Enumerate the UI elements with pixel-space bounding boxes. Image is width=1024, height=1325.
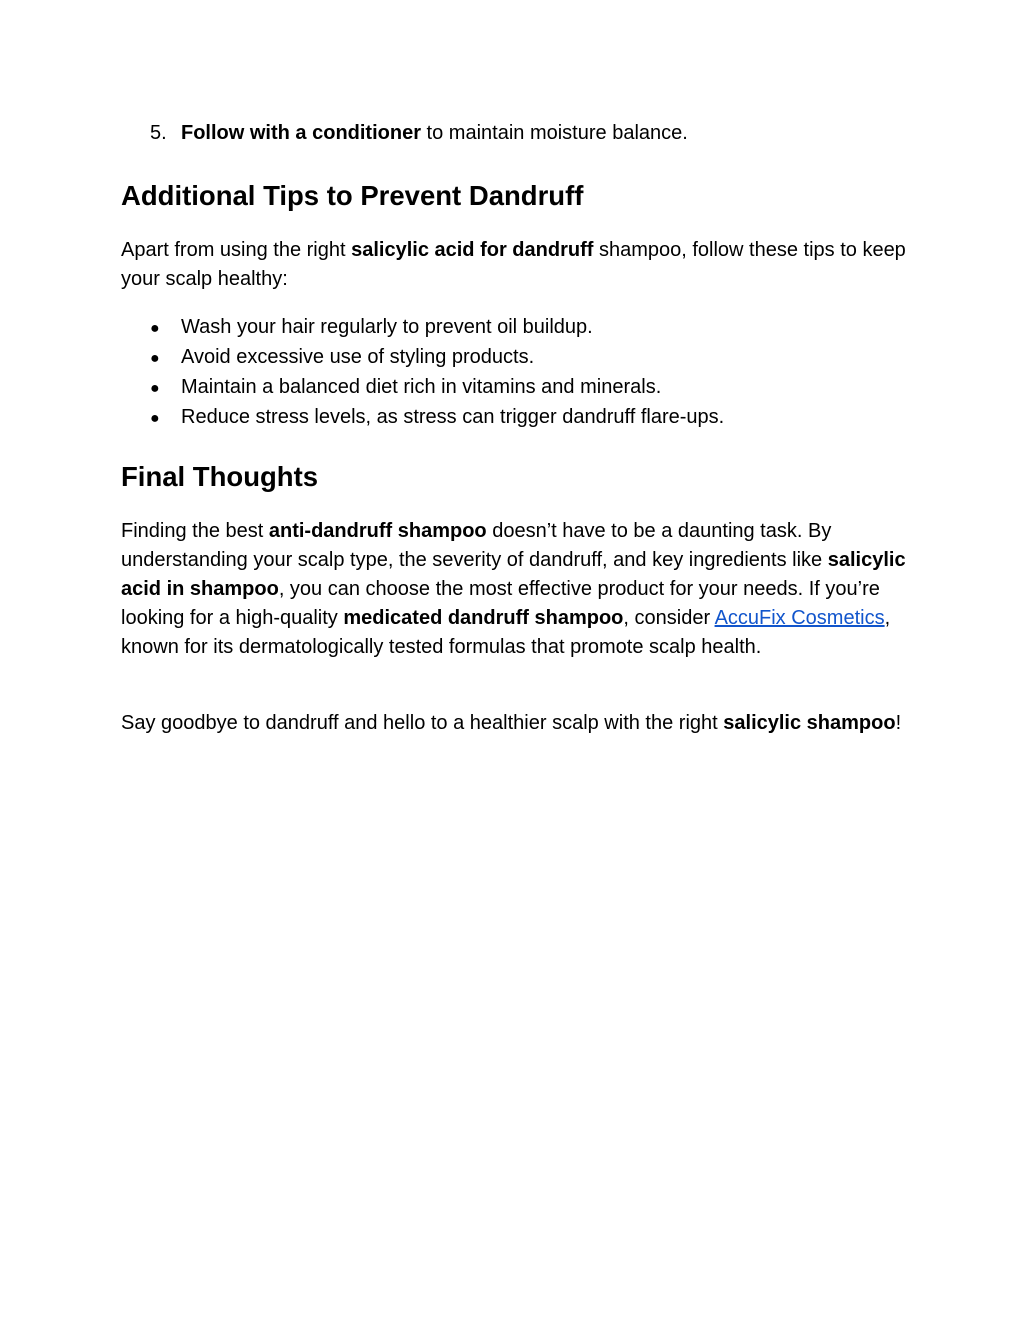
final-text-1: Finding the best	[121, 520, 269, 542]
list-item	[150, 313, 724, 343]
tips-intro-text-end: shampoo, follow these tips to keep your scalp healthy:	[121, 239, 906, 290]
list-item-bold: Follow with a conditioner	[181, 122, 421, 144]
tips-bullet-list	[150, 313, 724, 433]
final-text-3: , you can choose the most effective product for your needs. If you’re looking for a high-quality	[121, 578, 880, 629]
list-item	[150, 343, 724, 373]
tips-intro-text: Apart from using the right	[121, 239, 352, 261]
tips-heading: Additional Tips to Prevent Dandruff	[121, 180, 584, 211]
closing-punct: !	[895, 712, 902, 734]
bullet-icon: ●	[150, 380, 160, 397]
bullet-text: Reduce stress levels, as stress can trigger dandruff flare-ups.	[181, 406, 725, 428]
list-item	[150, 403, 724, 433]
accufix-cosmetics-link[interactable]: AccuFix Cosmetics	[714, 607, 885, 629]
final-text-4: , consider	[623, 607, 715, 629]
final-bold-3: medicated dandruff shampoo	[343, 607, 624, 629]
bullet-icon: ●	[150, 410, 160, 427]
final-bold-1: anti-dandruff shampoo	[268, 520, 487, 542]
list-item-text: to maintain moisture balance.	[421, 122, 688, 144]
numbered-list-item	[150, 119, 688, 148]
final-bold-2: salicylic acid in shampoo	[121, 549, 906, 600]
bullet-text: Avoid excessive use of styling products.	[181, 346, 535, 368]
closing-bold: salicylic shampoo	[723, 712, 896, 734]
final-text-2: doesn’t have to be a daunting task. By understanding your scalp type, the severity of dandruff, and key ingredients like	[121, 520, 832, 571]
bullet-text: Wash your hair regularly to prevent oil buildup.	[181, 316, 593, 338]
closing-text: Say goodbye to dandruff and hello to a healthier scalp with the right	[121, 712, 724, 734]
tips-intro-bold: salicylic acid for dandruff	[351, 239, 594, 261]
bullet-icon: ●	[150, 350, 160, 367]
list-item	[150, 373, 724, 403]
bullet-icon: ●	[150, 320, 160, 337]
final-thoughts-paragraph	[121, 517, 911, 662]
bullet-text: Maintain a balanced diet rich in vitamins and minerals.	[181, 376, 662, 398]
final-thoughts-heading: Final Thoughts	[121, 461, 319, 492]
list-number: 5.	[150, 122, 167, 144]
final-text-5: , known for its dermatologically tested formulas that promote scalp health.	[121, 607, 891, 658]
tips-intro-paragraph	[121, 236, 911, 294]
closing-paragraph	[121, 709, 911, 738]
